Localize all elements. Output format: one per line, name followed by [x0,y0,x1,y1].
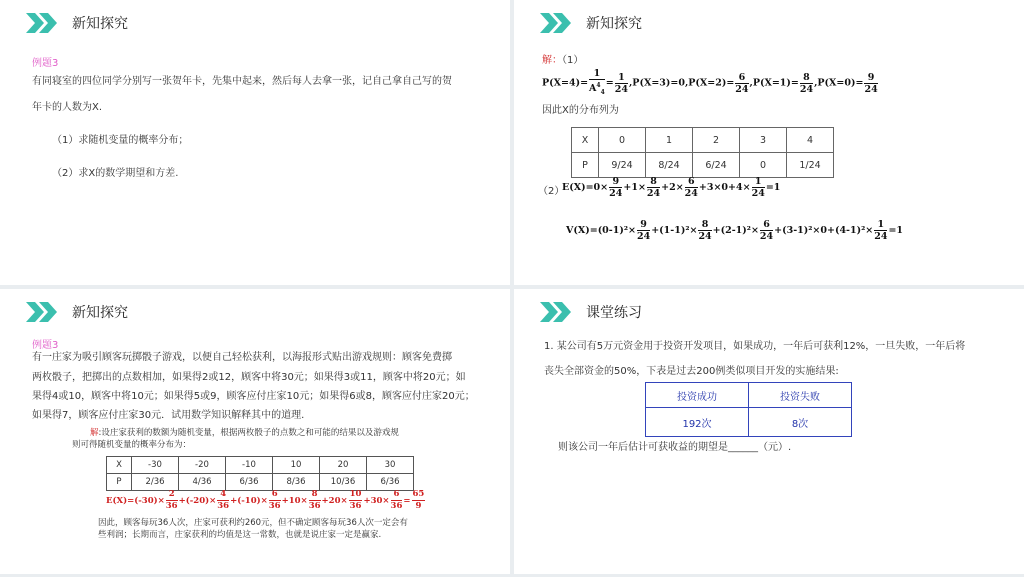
question-2: （2）求X的数学期望和方差. [52,168,179,179]
math-text: =1 [765,182,781,193]
fraction [217,489,229,512]
variance-formula [566,219,903,242]
table-cell: 8/36 [273,474,320,491]
part-2-label: （2） [538,186,565,197]
math-text: +(1-1)²× [651,225,698,236]
fraction [609,176,622,199]
fraction [760,219,773,242]
math-text: +20× [321,496,348,506]
problem-text-line: 两枚骰子，把掷出的点数相加，如果得2或12，顾客中将30元；如果得3或11，顾客中将20元；如 [32,372,466,383]
denominator: 36 [268,501,281,511]
table-cell: 2/36 [132,474,179,491]
numerator: 6 [735,72,748,84]
denominator: 24 [874,231,888,242]
part-1-label: （1） [562,55,584,66]
numerator: 9 [609,176,622,188]
table-row [572,128,834,153]
denominator-base: A [589,83,597,95]
slide-panel-2 [514,0,1024,285]
solution-text: :设庄家获利的数额为随机变量，根据两枚骰子的点数之和可能的结果以及游戏规 [98,428,399,438]
solution-label [542,53,583,69]
fraction [309,489,321,512]
numerator: 1 [874,219,887,231]
fraction [589,68,605,98]
fraction [391,489,403,512]
fraction [800,72,813,95]
fraction [698,219,711,242]
math-text: ,P(X=3)=0,P(X=2)= [629,77,735,89]
table-header-cell: 投资成功 [646,383,749,408]
numerator: 8 [698,219,711,231]
table-header-row [646,383,852,408]
denominator: 24 [698,231,712,242]
fraction [615,72,628,95]
denominator: 24 [759,231,774,242]
table-cell: 8/24 [646,153,693,178]
numerator: 9 [864,72,877,84]
numerator: 2 [166,489,178,501]
table-cell: 4 [787,128,834,153]
problem-text-line: 年卡的人数为X. [32,102,103,113]
fraction [166,489,178,512]
distribution-label: 因此X的分布列为 [542,105,619,116]
table-cell: -10 [226,457,273,474]
question-1: （1）求随机变量的概率分布； [52,135,189,146]
table-row [107,474,414,491]
fraction [685,176,698,199]
numerator: 1 [752,176,765,188]
table-cell: 4/36 [179,474,226,491]
table-cell: 0 [740,153,787,178]
table-cell: 1/24 [787,153,834,178]
table-cell: 1 [646,128,693,153]
double-chevron-icon [540,302,576,322]
math-text: +(3-1)²×0+(4-1)²× [774,225,874,236]
table-cell: 10 [273,457,320,474]
double-chevron-icon [26,302,62,322]
math-text: +3×0+4× [698,182,751,193]
problem-text-line: 有一庄家为吸引顾客玩掷骰子游戏，以便自己轻松获利，以海报形式贴出游戏规则：顾客免费掷 [32,352,452,363]
math-text: +1× [623,182,646,193]
math-text: =1 [888,225,904,236]
math-text: ,P(X=1)= [749,77,799,89]
math-text: = [605,77,614,89]
conclusion-line: 因此，顾客每玩36人次，庄家可获利约260元，但不确定顾客每玩36人次一定会有 [98,518,408,528]
math-text: = [403,496,411,506]
table-row [107,457,414,474]
denominator: 24 [646,188,661,199]
problem-text-line: 果得4或10，顾客中将10元；如果得5或9，顾客应付庄家10元；如果得6或8，顾客应付庄家20元； [32,391,475,402]
denominator: 36 [390,501,403,511]
table-cell: 192次 [646,408,749,437]
double-chevron-icon [26,13,62,33]
math-text: +(-10)× [230,496,268,506]
fraction [735,72,748,95]
fraction [269,489,281,512]
denominator [589,80,605,98]
fraction [647,176,660,199]
probability-formula [542,68,879,98]
solve-label: 解： [542,55,562,66]
table-cell: 6/24 [693,153,740,178]
fraction [349,489,363,512]
numerator: 8 [647,176,660,188]
numerator: 6 [269,489,281,501]
table-cell: 30 [367,457,414,474]
numerator: 10 [349,489,362,499]
problem-text-line: 如果得7，顾客应付庄家30元．试用数学知识解释其中的道理. [32,410,305,421]
panel-header [540,301,642,323]
denominator: 24 [636,231,651,242]
numerator: 1 [589,68,605,80]
exercise-question: 则该公司一年后估计可获收益的期望是______（元）. [558,442,792,453]
slide-panel-3 [0,289,510,574]
solution-line: 则可得随机变量的概率分布为： [72,440,192,450]
math-text: +(-20)× [178,496,217,506]
table-cell: 6/36 [367,474,414,491]
distribution-table [106,456,414,491]
fraction [752,176,765,199]
fraction [637,219,650,242]
solution-line [90,427,399,439]
problem-text-line: 有同寝室的四位同学分别写一张贺年卡，先集中起来，然后每人去拿一张，记自己拿自己写的贺 [32,76,452,87]
double-chevron-icon [540,13,576,33]
denominator: 24 [799,83,814,95]
table-cell: -20 [179,457,226,474]
table-cell: -30 [132,457,179,474]
conclusion-line: 些利润；长期而言，庄家获利的均值是这一常数，也就是说庄家一定是赢家. [98,530,382,540]
denominator: 24 [735,83,749,95]
numerator: 8 [800,72,813,84]
math-text: +2× [661,182,684,193]
fraction [874,219,887,242]
denominator: 24 [609,188,623,199]
fraction [864,72,877,95]
panel-header [540,12,642,34]
table-cell: 0 [599,128,646,153]
numerator: 8 [309,489,321,501]
numerator: 9 [637,219,650,231]
example-tag: 例题3 [32,340,59,351]
math-text: +(2-1)²× [712,225,759,236]
math-text: +30× [363,496,390,506]
denominator: 9 [415,501,422,511]
table-cell: X [572,128,599,153]
math-text: E(X)=(-30)× [106,496,165,506]
numerator: 6 [391,489,403,501]
solve-label: 解 [90,428,99,438]
denominator: 36 [165,501,178,511]
table-cell: P [572,153,599,178]
math-text: +10× [281,496,308,506]
denominator: 36 [217,501,230,511]
panel-title: 新知探究 [586,16,642,32]
denominator: 24 [864,83,878,95]
denominator: 24 [684,188,698,199]
numerator: 6 [685,176,698,188]
slide-panel-1 [0,0,510,285]
math-text: P(X=4)= [542,77,589,89]
subscript: 4 [600,89,605,97]
panel-title: 课堂练习 [586,305,642,321]
table-cell: 8次 [749,408,852,437]
panel-title: 新知探究 [72,305,128,321]
panel-header [26,12,128,34]
table-row [646,408,852,437]
panel-header [26,301,128,323]
distribution-table [571,127,834,178]
table-cell: 2 [693,128,740,153]
math-text: ,P(X=0)= [814,77,864,89]
numerator: 6 [760,219,773,231]
table-cell: P [107,474,132,491]
table-cell: 9/24 [599,153,646,178]
numerator: 4 [217,489,229,501]
table-header-cell: 投资失败 [749,383,852,408]
denominator: 24 [614,83,628,95]
results-table [645,382,852,437]
exercise-text-line: 丧失全部资金的50%，下表是过去200例类似项目开发的实施结果: [544,366,839,377]
expectation-formula [562,176,780,199]
numerator: 65 [412,489,425,499]
table-row [572,153,834,178]
exercise-text-line: 1. 某公司有5万元资金用于投资开发项目，如果成功，一年后可获利12%，一旦失败，一年后将 [544,341,966,352]
math-text: V(X)=(0-1)²× [566,225,636,236]
table-cell: 3 [740,128,787,153]
denominator: 36 [308,501,321,511]
table-cell: 10/36 [320,474,367,491]
table-cell: 6/36 [226,474,273,491]
math-text: E(X)=0× [562,182,609,193]
table-cell: 20 [320,457,367,474]
slide-panel-4 [514,289,1024,574]
superscript: 4 [596,82,601,89]
denominator: 24 [751,188,765,199]
panel-title: 新知探究 [72,16,128,32]
expectation-formula [106,489,426,512]
fraction [412,489,426,512]
example-tag: 例题3 [32,58,59,69]
denominator: 36 [349,501,362,511]
table-cell: X [107,457,132,474]
numerator: 1 [615,72,628,84]
